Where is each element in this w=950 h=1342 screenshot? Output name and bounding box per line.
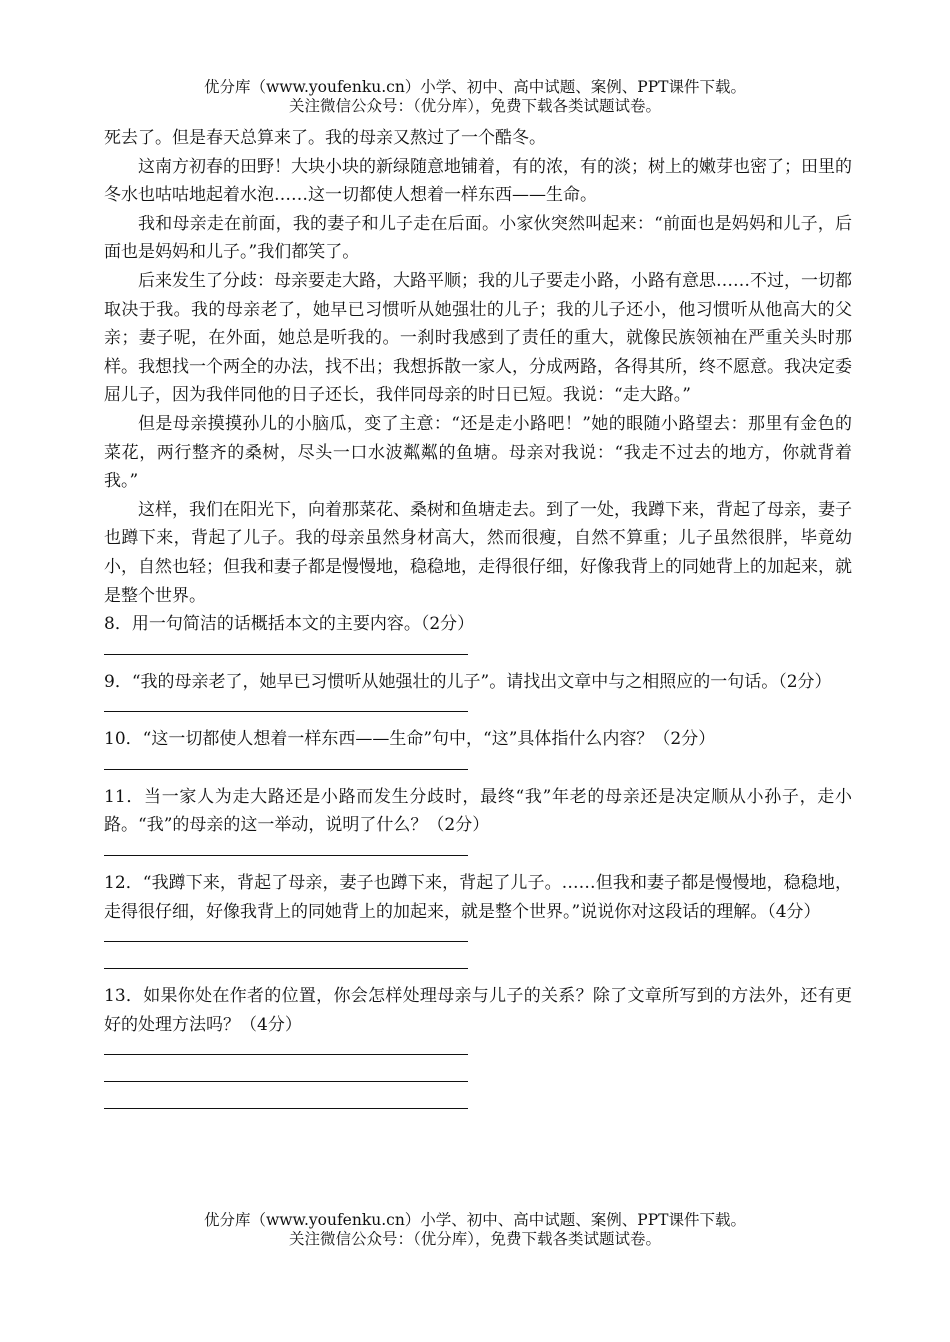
question-8-text: 8．用一句简洁的话概括本文的主要内容。（2分） [104,614,475,635]
answer-line-q13-1[interactable] [104,1054,468,1055]
answer-line-q13-3[interactable] [104,1108,468,1109]
question-10 [104,725,852,770]
answer-line-q8[interactable] [104,654,468,655]
answer-line-q12-2[interactable] [104,968,468,969]
question-9 [104,668,852,713]
question-12-text: 12．“我蹲下来，背起了母亲，妻子也蹲下来，背起了儿子。……但我和妻子都是慢慢地，稳稳地，走得很仔细，好像我背上的同她背上的加起来，就是整个世界。”说说你对这段话的理解。（4分） [104,873,852,922]
question-11 [104,783,852,856]
page-footer [0,1211,950,1249]
passage-paragraph-4: 后来发生了分歧：母亲要走大路，大路平顺；我的儿子要走小路，小路有意思……不过，一切都取决于我。我的母亲老了，她早已习惯听从她强壮的儿子；我的儿子还小，他习惯听从他高大的父亲；妻子呢，在外面，她总是听我的。一刹时我感到了责任的重大，就像民族领袖在严重关头时那样。我想找一个两全的办法，找不出；我想拆散一家人，分成两路，各得其所，终不愿意。我决定委屈儿子，因为我伴同他的日子还长，我伴同母亲的时日已短。我说：“走大路。” [104,270,852,406]
passage-paragraph-5: 但是母亲摸摸孙儿的小脑瓜，变了主意：“还是走小路吧！”她的眼随小路望去：那里有金色的菜花，两行整齐的桑树，尽头一口水波粼粼的鱼塘。母亲对我说：“我走不过去的地方，你就背着我。” [104,413,852,492]
answer-line-q9[interactable] [104,711,468,712]
answer-line-q11[interactable] [104,855,468,856]
answer-line-q13-2[interactable] [104,1081,468,1082]
passage-paragraph-1: 死去了。但是春天总算来了。我的母亲又熬过了一个酷冬。 [104,128,546,148]
passage-paragraph-6: 这样，我们在阳光下，向着那菜花、桑树和鱼塘走去。到了一处，我蹲下来，背起了母亲，妻子也蹲下来，背起了儿子。我的母亲虽然身材高大，然而很瘦，自然不算重；儿子虽然很胖，毕竟幼小，自然也轻；但我和妻子都是慢慢地，稳稳地，走得很仔细，好像我背上的同她背上的加起来，就是整个世界。 [104,499,852,606]
document-body [104,124,852,1109]
answer-line-q12-1[interactable] [104,941,468,942]
passage-paragraph-2: 这南方初春的田野！大块小块的新绿随意地铺着，有的浓，有的淡；树上的嫩芽也密了；田里的冬水也咕咕地起着水泡……这一切都使人想着一样东西——生命。 [104,156,852,206]
answer-line-q10[interactable] [104,769,468,770]
question-13 [104,982,852,1109]
header-line-1: 优分库（www.youfenku.cn）小学、初中、高中试题、案例、PPT课件下载。 [203,78,747,96]
header-line-2: 关注微信公众号：（优分库），免费下载各类试题试卷。 [288,97,661,115]
footer-line-2: 关注微信公众号：（优分库），免费下载各类试题试卷。 [288,1230,661,1248]
page-header [0,78,950,116]
question-11-text: 11．当一家人为走大路还是小路而发生分歧时，最终“我”年老的母亲还是决定顺从小孙子，走小路。“我”的母亲的这一举动，说明了什么？（2分） [104,786,852,836]
question-9-text: 9．“我的母亲老了，她早已习惯听从她强壮的儿子”。请找出文章中与之相照应的一句话。（2分） [104,671,832,692]
question-12 [104,869,852,969]
footer-line-1: 优分库（www.youfenku.cn）小学、初中、高中试题、案例、PPT课件下载。 [203,1211,747,1229]
question-8 [104,610,852,655]
passage-paragraph-3: 我和母亲走在前面，我的妻子和儿子走在后面。小家伙突然叫起来：“前面也是妈妈和儿子，后面也是妈妈和儿子。”我们都笑了。 [104,213,852,263]
question-13-text: 13．如果你处在作者的位置，你会怎样处理母亲与儿子的关系？除了文章所写到的方法外，还有更好的处理方法吗？（4分） [104,986,852,1035]
question-10-text: 10．“这一切都使人想着一样东西——生命”句中，“这”具体指什么内容？（2分） [104,729,716,750]
